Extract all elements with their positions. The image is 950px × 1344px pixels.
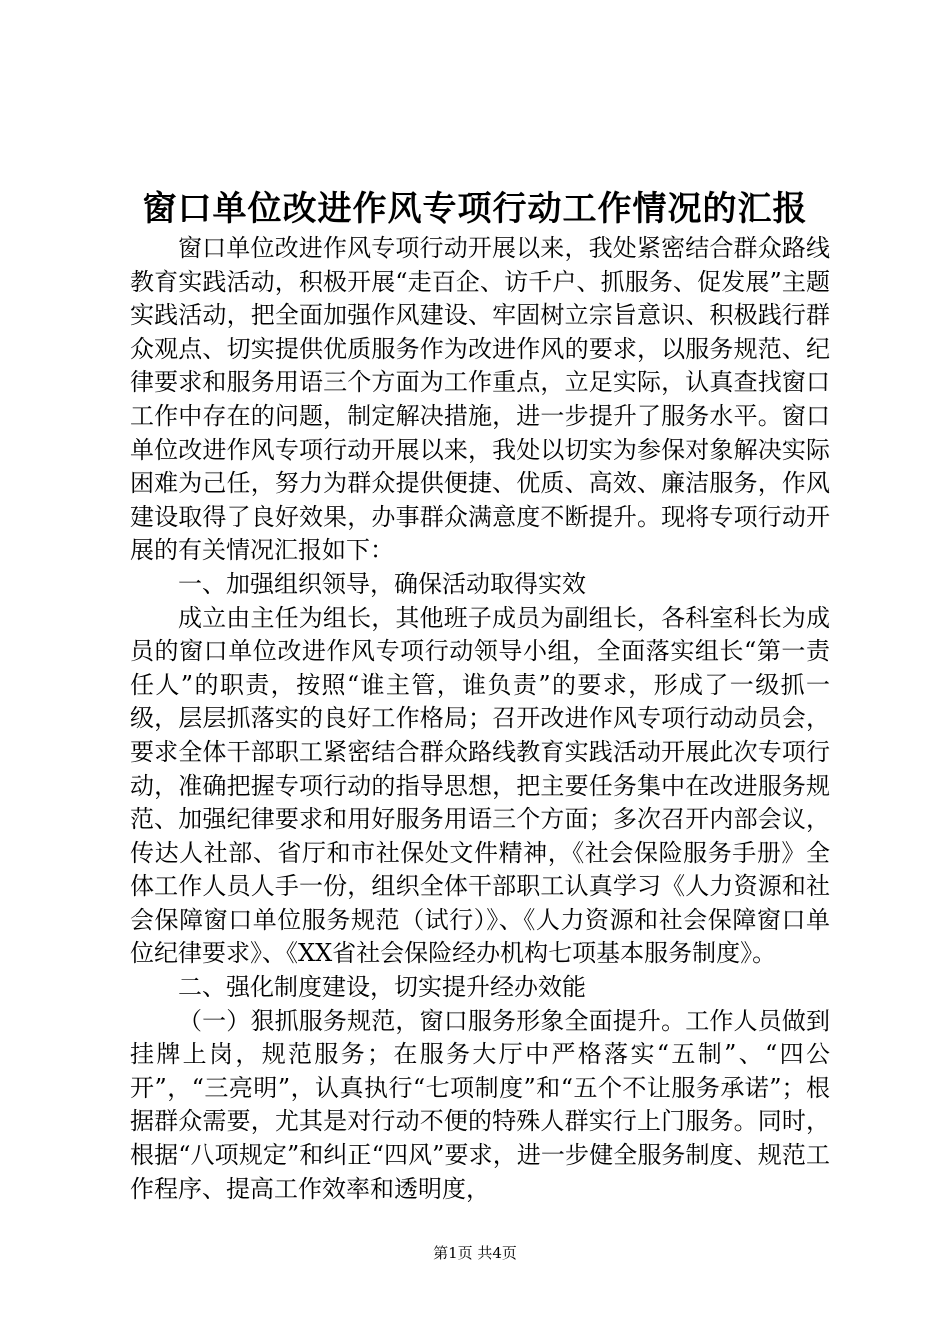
section-heading-1: 一、加强组织领导，确保活动取得实效: [178, 569, 586, 598]
section-heading-2: 二、强化制度建设，切实提升经办效能: [178, 973, 586, 1002]
page-number-footer: 第1页 共4页: [433, 1244, 517, 1262]
paragraph-section-2-1: （一）狠抓服务规范，窗口服务形象全面提升。工作人员做到挂牌上岗，规范服务；在服务大厅中严格落实“五制”、“四公开”，“三亮明”，认真执行“七项制度”和“五个不让服务承诺”；根据群众需要，尤其是对行动不便的特殊人群实行上门服务。同时，根据“八项规定”和纠正“四风”要求，进一步健全服务制度、规范工作程序、提高工作效率和透明度，: [130, 1006, 830, 1203]
document-title: 窗口单位改进作风专项行动工作情况的汇报: [142, 189, 808, 229]
document-body: [130, 232, 830, 1206]
paragraph-section-1: 成立由主任为组长，其他班子成员为副组长，各科室科长为成员的窗口单位改进作风专项行动领导小组，全面落实组长“第一责任人”的职责，按照“谁主管，谁负责”的要求，形成了一级抓一级，层层抓落实的良好工作格局；召开改进作风专项行动动员会，要求全体干部职工紧密结合群众路线教育实践活动开展此次专项行动，准确把握专项行动的指导思想，把主要任务集中在改进服务规范、加强纪律要求和用好服务用语三个方面；多次召开内部会议，传达人社部、省厅和市社保处文件精神，《社会保险服务手册》全体工作人员人手一份，组织全体干部职工认真学习《人力资源和社会保障窗口单位服务规范（试行）》、《人力资源和社会保障窗口单位纪律要求》、《XX省社会保险经办机构七项基本服务制度》。: [130, 603, 830, 968]
paragraph-intro: 窗口单位改进作风专项行动开展以来，我处紧密结合群众路线教育实践活动，积极开展“走百企、访千户、抓服务、促发展”主题实践活动，把全面加强作风建设、牢固树立宗旨意识、积极践行群众观点、切实提供优质服务作为改进作风的要求，以服务规范、纪律要求和服务用语三个方面为工作重点，立足实际，认真查找窗口工作中存在的问题，制定解决措施，进一步提升了服务水平。窗口单位改进作风专项行动开展以来，我处以切实为参保对象解决实际困难为己任，努力为群众提供便捷、优质、高效、廉洁服务，作风建设取得了良好效果，办事群众满意度不断提升。现将专项行动开展的有关情况汇报如下：: [130, 234, 830, 565]
